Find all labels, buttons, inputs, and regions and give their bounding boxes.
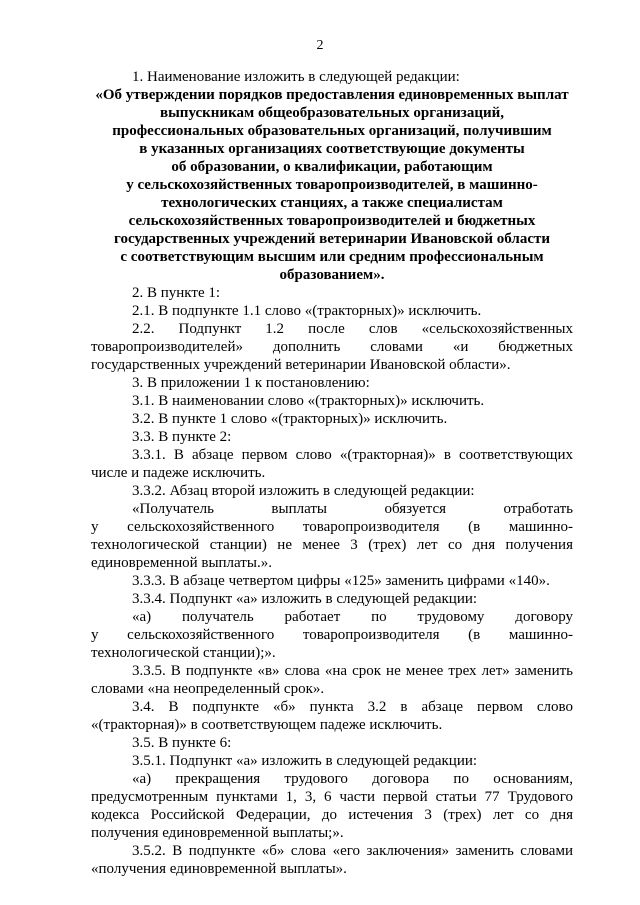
text-line: «получения единовременной выплаты».	[91, 861, 347, 877]
title-line: государственных учреждений ветеринарии Ивановской области	[114, 231, 550, 247]
paragraph-3-3-2: 3.3.2. Абзац второй изложить в следующей редакции:	[132, 483, 475, 499]
title-line: об образовании, о квалификации, работающим	[171, 159, 493, 175]
text-line: кодекса Российской Федерации, до истечения 3 (трех) лет со дня	[91, 807, 573, 823]
text-line: 3.5.2. В подпункте «б» слова «его заключения» заменить словами	[132, 843, 573, 859]
text-line: «(тракторная)» в соответствующем падеже исключить.	[91, 717, 443, 733]
paragraph-3-3-4: 3.3.4. Подпункт «а» изложить в следующей редакции:	[132, 591, 478, 607]
text-line: словами «на неопределенный срок».	[91, 681, 325, 697]
paragraph-3-3-4-quote	[91, 608, 573, 662]
new-title-block	[91, 86, 573, 284]
paragraph-2-1: 2.1. В подпункте 1.1 слово «(тракторных)» исключить.	[132, 303, 482, 319]
title-line: в указанных организациях соответствующие документы	[139, 141, 525, 157]
text-line: 3.4. В подпункте «б» пункта 3.2 в абзаце первом слово	[132, 699, 573, 715]
text-line: у сельскохозяйственного товаропроизводителя (в машинно-	[91, 519, 573, 535]
text-line: 3.3.1. В абзаце первом слово «(тракторная)» в соответствующих	[132, 447, 573, 463]
paragraph-3: 3. В приложении 1 к постановлению:	[132, 375, 370, 391]
paragraph-3-4	[91, 698, 573, 734]
paragraph-3-5: 3.5. В пункте 6:	[132, 735, 232, 751]
text-line: у сельскохозяйственного товаропроизводителя (в машинно-	[91, 627, 573, 643]
paragraph-3-5-2	[91, 842, 573, 878]
paragraph-3-3-1	[91, 446, 573, 482]
title-line: выпускникам общеобразовательных организаций,	[159, 105, 505, 121]
paragraph-3-3-5	[91, 662, 573, 698]
text-line: 2.2. Подпункт 1.2 после слов «сельскохозяйственных	[132, 321, 573, 337]
paragraph-3-3-3: 3.3.3. В абзаце четвертом цифры «125» заменить цифрами «140».	[132, 573, 550, 589]
paragraph-3-3: 3.3. В пункте 2:	[132, 429, 232, 445]
page-number: 2	[316, 38, 324, 53]
paragraph-3-5-1-quote	[91, 770, 573, 842]
text-line: числе и падеже исключить.	[91, 465, 266, 481]
text-line: технологической станции);».	[91, 645, 276, 661]
text-line: предусмотренным пунктами 1, 3, 6 части первой статьи 77 Трудового	[91, 789, 573, 805]
paragraph-3-5-1: 3.5.1. Подпункт «а» изложить в следующей редакции:	[132, 753, 478, 769]
title-line: у сельскохозяйственных товаропроизводителей, в машинно-	[126, 177, 538, 193]
text-line: «а) получатель работает по трудовому договору	[132, 609, 573, 625]
text-line: «Получатель выплаты обязуется отработать	[132, 501, 573, 517]
title-line: образованием».	[279, 267, 385, 283]
title-line: «Об утверждении порядков предоставления единовременных выплат	[95, 87, 569, 103]
text-line: «а) прекращения трудового договора по основаниям,	[132, 771, 573, 787]
title-line: технологических станциях, а также специалистам	[161, 195, 503, 211]
text-line: государственных учреждений ветеринарии Ивановской области».	[91, 357, 511, 373]
paragraph-2: 2. В пункте 1:	[132, 285, 221, 301]
text-line: технологической станции) не менее 3 (трех) лет со дня получения	[91, 537, 573, 553]
title-line: с соответствующим высшим или средним профессиональным	[120, 249, 544, 265]
paragraph-3-1: 3.1. В наименовании слово «(тракторных)» исключить.	[132, 393, 485, 409]
paragraph-3-2: 3.2. В пункте 1 слово «(тракторных)» исключить.	[132, 411, 448, 427]
text-line: товаропроизводителей» дополнить словами «и бюджетных	[91, 339, 573, 355]
text-line: единовременной выплаты.».	[91, 555, 272, 571]
text-line: 3.3.5. В подпункте «в» слова «на срок не менее трех лет» заменить	[132, 663, 573, 679]
title-line: профессиональных образовательных организаций, получившим	[112, 123, 552, 139]
text-line: получения единовременной выплаты;».	[91, 825, 344, 841]
paragraph-3-3-2-quote	[91, 500, 573, 572]
paragraph-2-2	[91, 320, 573, 374]
document-body	[91, 68, 573, 878]
section-1-intro: 1. Наименование изложить в следующей редакции:	[132, 69, 460, 85]
title-line: сельскохозяйственных товаропроизводителей и бюджетных	[128, 213, 536, 229]
